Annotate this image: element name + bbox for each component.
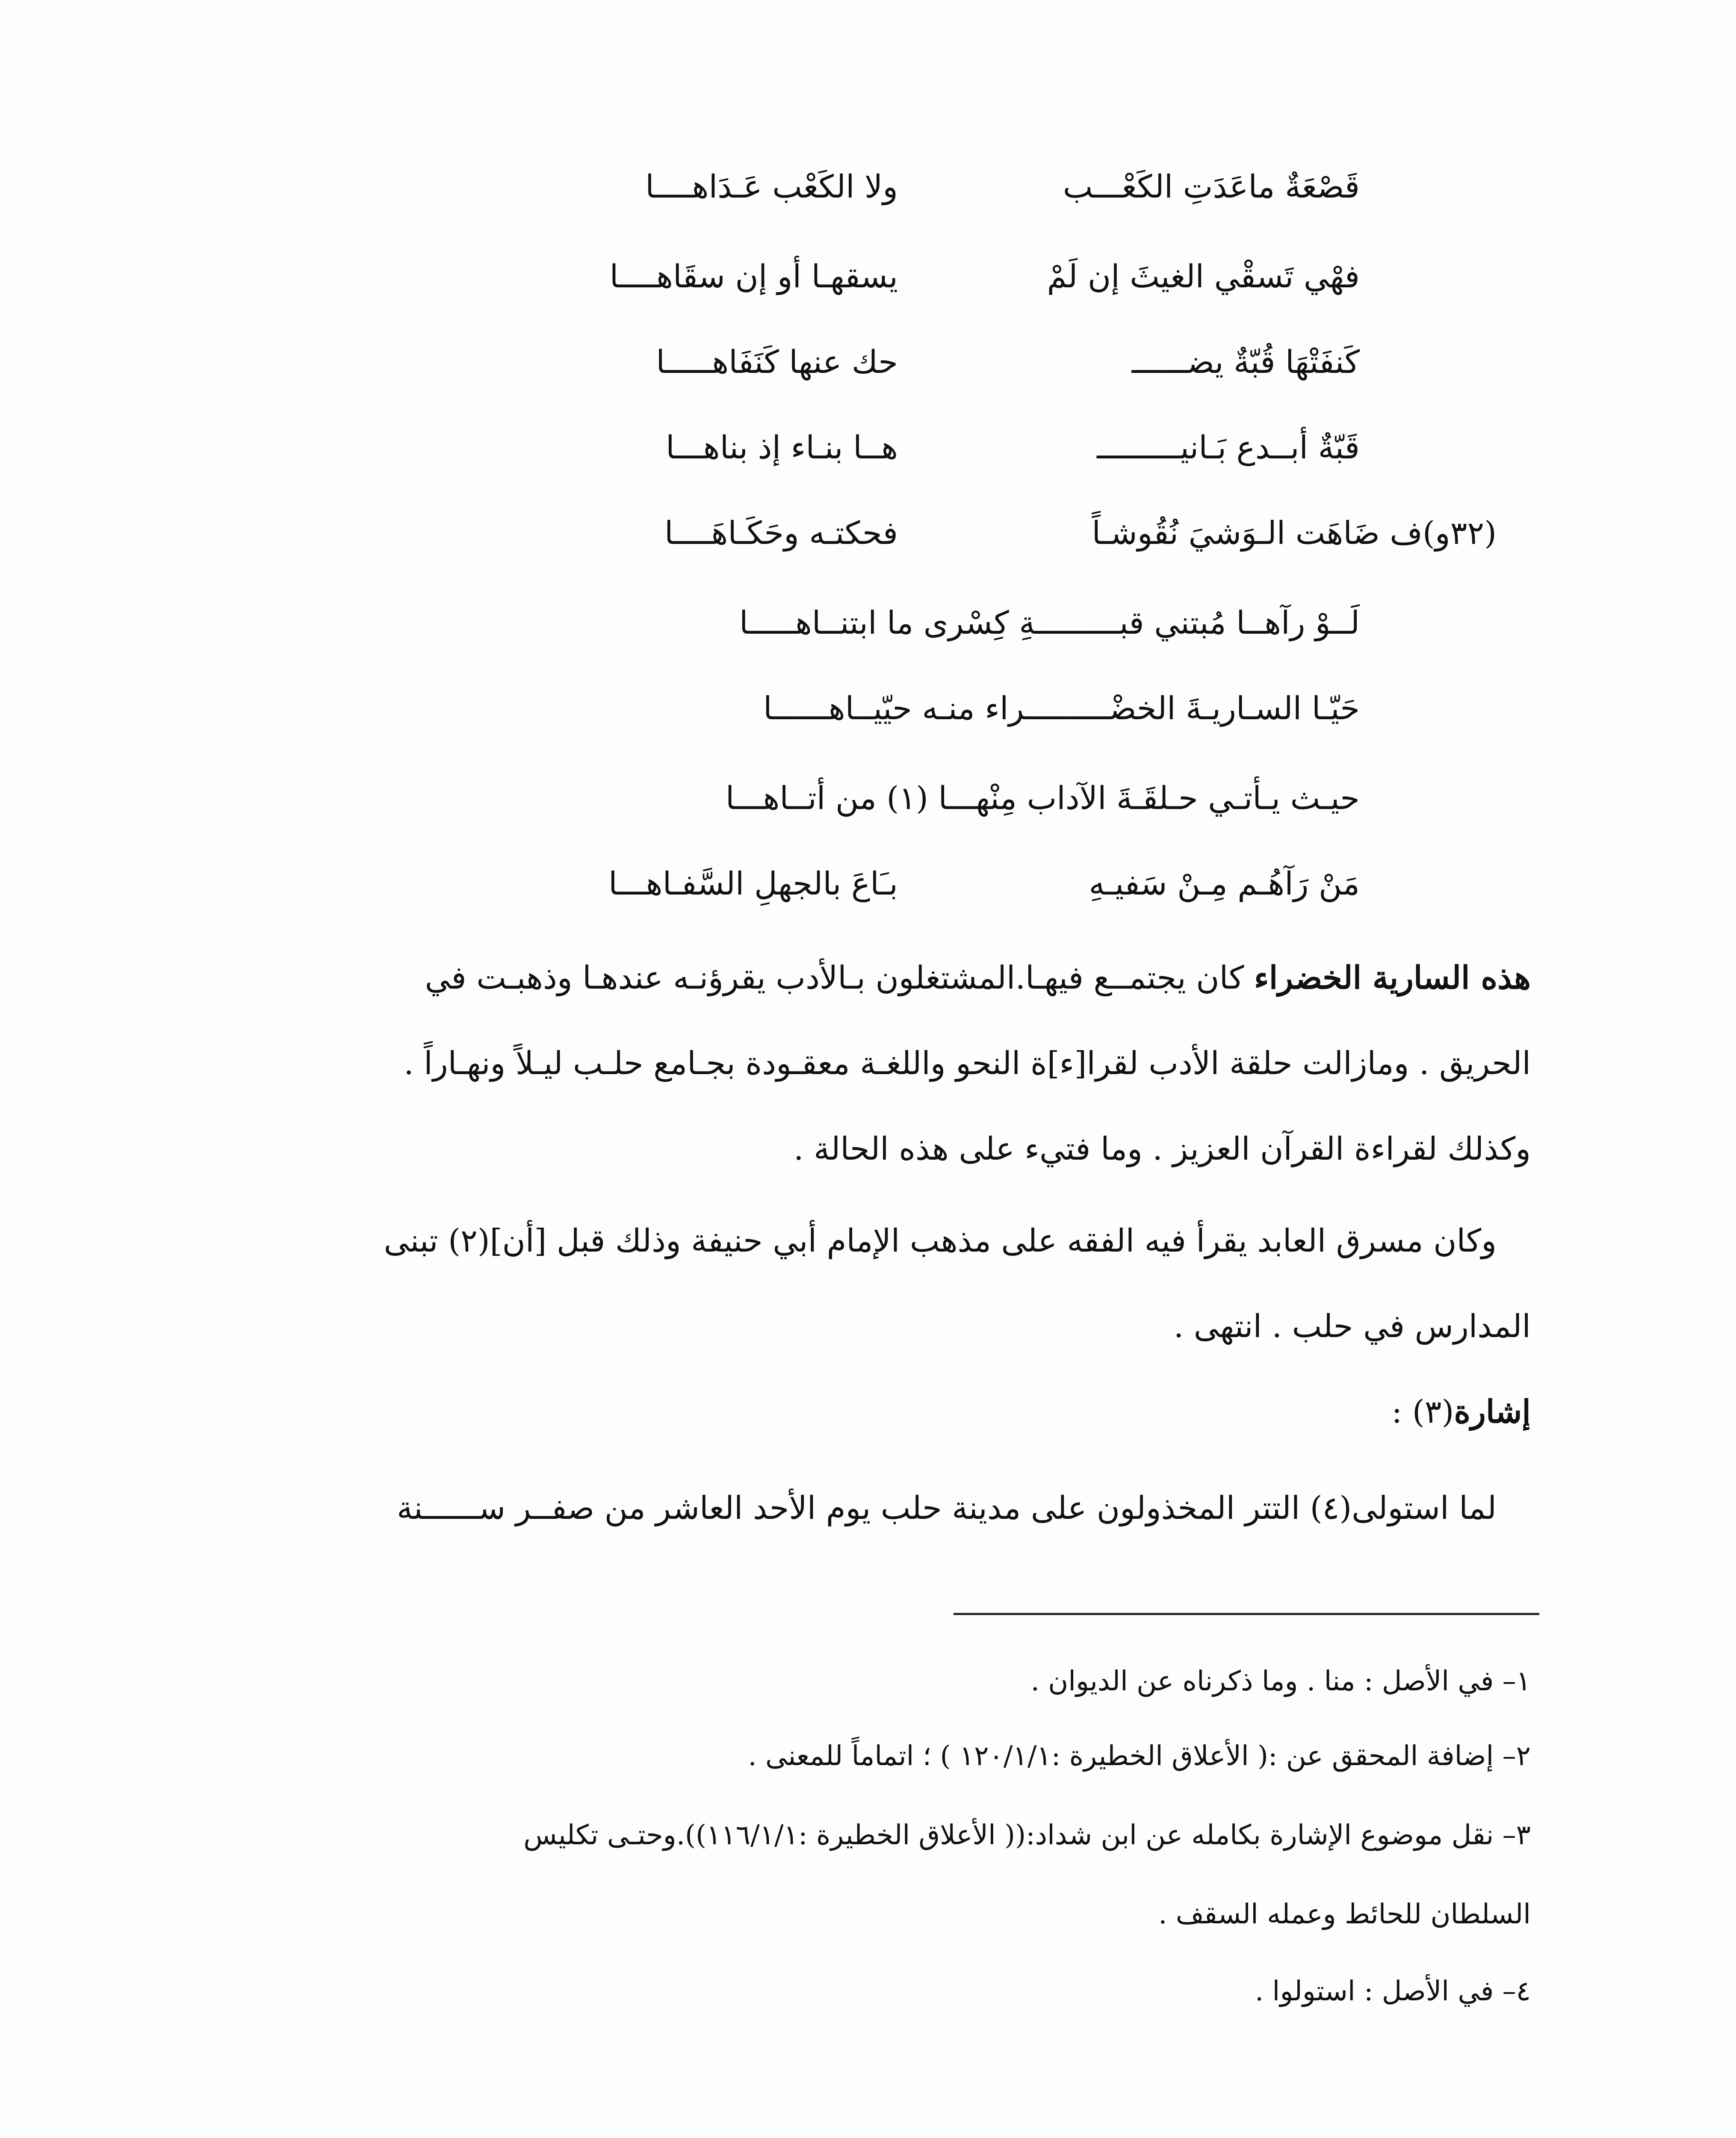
prose-line-2: الحريق . ومازالت حلقة الأدب لقرا[ء]ة النحو واللغـة معقـودة بجـامع حلـب ليـلاً ونهـاراً . xyxy=(404,1045,1531,1082)
footnote-2: ٢– إضافة المحقق عن :( الأعلاق الخطيرة :١٢٠/١/١ ) ؛ اتماماً للمعنى . xyxy=(748,1740,1531,1772)
verse-4-first-hemistich: قَبّةٌ أبــدع بَـانيـــــــــ xyxy=(1097,429,1360,466)
verse-2-second-hemistich: يسقهـا أو إن سقَاهــــا xyxy=(609,258,898,295)
verse-7: حَيّـا السـاريـةَ الخضْـــــــــراء منـه حيّيــاهــــــا xyxy=(763,690,1360,727)
section-heading-title: إشارة xyxy=(1454,1394,1531,1430)
prose-line-1-rest: كان يجتمــع فيهـا.المشتغلون بـالأدب يقرؤنـه عندهـا وذهبـت في xyxy=(425,960,1254,996)
verse-5-first-hemistich: (٣٢و)ف ضَاهَت الـوَشيَ نُقُوشـاً xyxy=(1092,515,1497,552)
verse-1-first-hemistich: قَصْعَةٌ ماعَدَتِ الكَعْـــب xyxy=(1063,168,1360,205)
verse-6: لَــوْ رآهــا مُبتني قبـــــــــةِ كِسْرى ما ابتنــاهـــــا xyxy=(739,605,1360,641)
verse-3-second-hemistich: حك عنها كَنَفَاهـــــا xyxy=(656,344,898,381)
footnote-3: ٣– نقل موضوع الإشارة بكامله عن ابن شداد:(( الأعلاق الخطيرة :١١٦/١/١)).وحتـى تكليس xyxy=(523,1819,1531,1851)
prose-line-4: وكان مسرق العابد يقرأ فيه الفقه على مذهب الإمام أبي حنيفة وذلك قبل [أن](٢) تبنى xyxy=(384,1223,1497,1259)
verse-3-first-hemistich: كَنفَتْهَا قُبّةٌ يضــــــ xyxy=(1131,344,1360,381)
verse-2-first-hemistich: فهْي تَسقْي الغيثَ إن لَمْ xyxy=(1047,258,1360,295)
verse-4-second-hemistich: هــا بنـاء إذ بناهـــا xyxy=(665,429,898,466)
section-heading-ref: (٣) : xyxy=(1391,1394,1454,1430)
verse-9-first-hemistich: مَنْ رَآهُـم مِـنْ سَفيـهِ xyxy=(1089,865,1360,902)
footnote-4: ٤– في الأصل : استولوا . xyxy=(1255,1976,1531,2007)
section-heading xyxy=(1391,1396,1531,1428)
highlighted-phrase: هذه السارية الخضراء xyxy=(1254,960,1531,996)
prose-line-5: المدارس في حلب . انتهى . xyxy=(1173,1308,1531,1345)
verse-5-second-hemistich: فحكتـه وحَكَـاهَــــا xyxy=(664,515,898,552)
footnote-3-continued: السلطان للحائط وعمله السقف . xyxy=(1158,1899,1531,1930)
verse-1-second-hemistich: ولا الكَعْب عَـدَاهــــا xyxy=(645,168,898,205)
prose-line-3: وكذلك لقراءة القرآن العزيز . وما فتيء على هذه الحالة . xyxy=(794,1131,1531,1167)
footnote-separator xyxy=(954,1613,1539,1615)
footnote-1: ١– في الأصل : منا . وما ذكرناه عن الديوان . xyxy=(1030,1666,1531,1697)
verse-8: حيـث يـأتـي حـلقَـةَ الآداب مِنْهـــا (١) من أتــاهـــا xyxy=(725,780,1360,817)
prose-line-1 xyxy=(425,962,1531,994)
verse-9-second-hemistich: بـَاعَ بالجهلِ السَّفـاهـــا xyxy=(608,865,898,902)
prose-line-6: لما استولى(٤) التتر المخذولون على مدينة حلب يوم الأحد العاشر من صفــر ســــــنة xyxy=(397,1490,1497,1527)
